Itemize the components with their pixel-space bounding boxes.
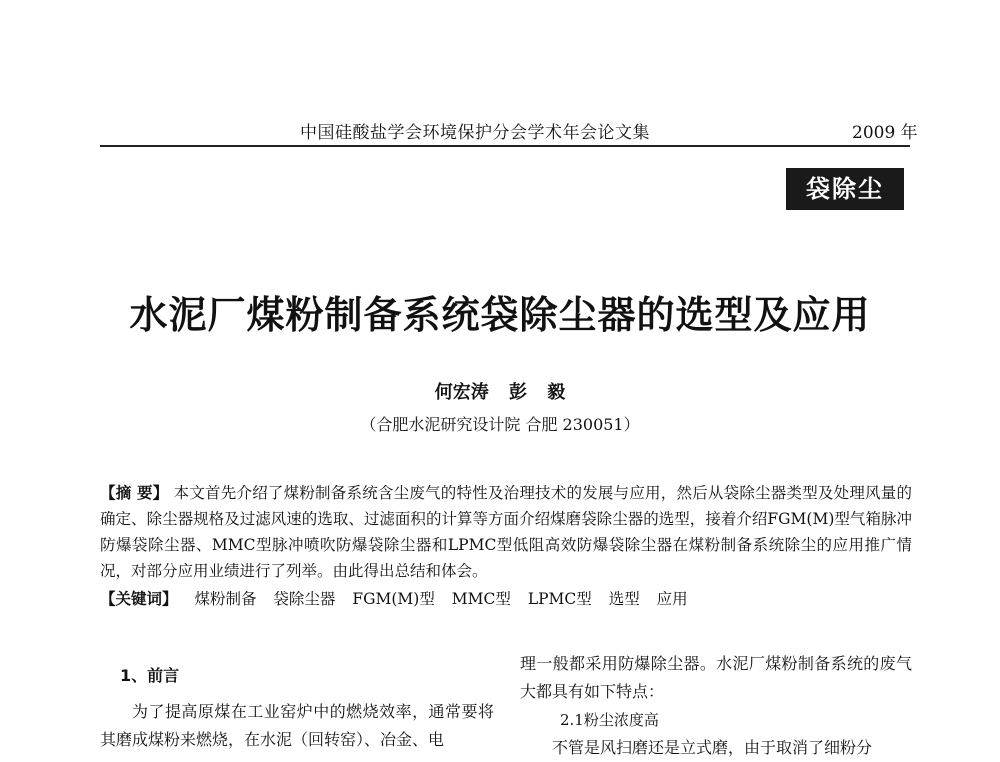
journal-year: 2009 年 [852,123,918,143]
section-heading: 1、前言 [120,666,180,685]
keyword: MMC型 [451,590,511,608]
keyword: 选型 [608,590,640,608]
paper-title: 水泥厂煤粉制备系统袋除尘器的选型及应用 [129,292,871,337]
abstract-label: 【摘 要】 [100,483,169,502]
body-paragraph-continued: 理一般都采用防爆除尘器。水泥厂煤粉制备系统的废气大都具有如下特点： [520,654,912,701]
body-column-left [100,650,494,754]
keywords-label: 【关键词】 [100,589,178,608]
running-header [0,118,1000,148]
keyword: LPMC型 [527,590,592,608]
journal-title: 中国硅酸盐学会环境保护分会学术年会论文集 [300,123,650,143]
body-paragraph: 不管是风扫磨还是立式磨，由于取消了细粉分 [552,738,873,757]
keyword: 应用 [656,590,688,608]
body-column-right [520,650,912,762]
affiliation: （合肥水泥研究设计院 合肥 230051） [360,415,640,434]
abstract-text: 本文首先介绍了煤粉制备系统含尘废气的特性及治理技术的发展与应用，然后从袋除尘器类型及处理风量的确定、除尘器规格及过滤风速的选取、过滤面积的计算等方面介绍煤磨袋除尘器的选型，接着介绍FGM(M)型气箱脉冲防爆袋除尘器、MMC型脉冲喷吹防爆袋除尘器和LPMC型低阻高效防爆袋除尘器在煤粉制备系统除尘的应用推广情况，对部分应用业绩进行了列举。由此得出总结和体会。 [100,484,912,580]
authors: 何宏涛 彭 毅 [434,382,566,403]
abstract [100,480,912,584]
keyword: FGM(M)型 [352,590,435,608]
subsection-heading: 2.1粉尘浓度高 [560,711,659,729]
header-rule [100,145,910,147]
body-paragraph: 为了提高原煤在工业窑炉中的燃烧效率，通常要将其磨成煤粉来燃烧，在水泥（回转窑）、冶金、电 [100,702,494,749]
keyword: 袋除尘器 [273,590,336,608]
column-tag: 袋除尘 [786,168,904,210]
keywords [100,586,912,612]
keyword: 煤粉制备 [194,590,257,608]
